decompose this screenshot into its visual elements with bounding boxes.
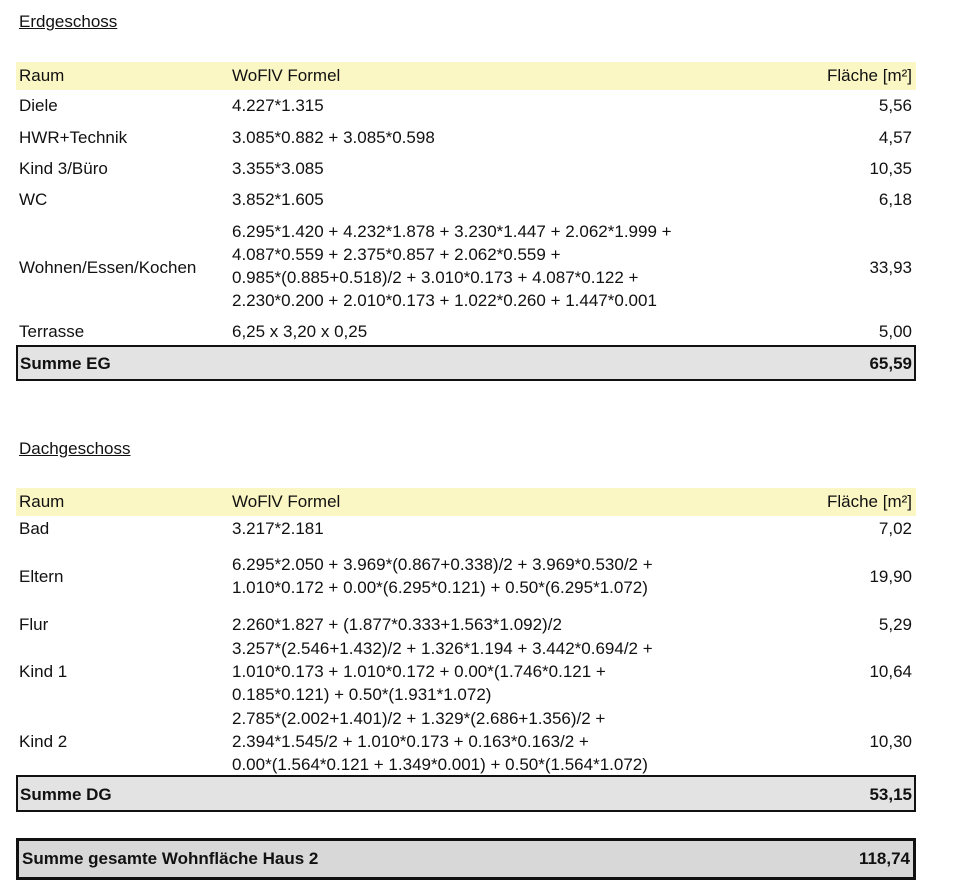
row-flaeche: 5,00 <box>878 322 912 341</box>
section-title-dg: Dachgeschoss <box>19 439 131 458</box>
row-formel <box>232 553 653 599</box>
row-flaeche: 19,90 <box>869 567 912 586</box>
sum-label: Summe DG <box>20 785 112 804</box>
table-header-eg <box>16 62 916 90</box>
row-formel <box>232 637 653 706</box>
row-formel: 2.260*1.827 + (1.877*0.333+1.563*1.092)/2 <box>232 615 562 634</box>
row-flaeche: 5,29 <box>878 615 912 634</box>
row-flaeche: 5,56 <box>878 96 912 115</box>
sum-label: Summe EG <box>20 354 111 373</box>
formel-line: 6.295*1.420 + 4.232*1.878 + 3.230*1.447 + 2.062*1.999 + <box>232 222 672 241</box>
formel-line: 0.985*(0.885+0.518)/2 + 3.010*0.173 + 4.087*0.122 + <box>232 268 639 287</box>
formel-line: 4.087*0.559 + 2.375*0.857 + 2.062*0.559 + <box>232 245 561 264</box>
formel-line: 1.010*0.173 + 1.010*0.172 + 0.00*(1.746*0.121 + <box>232 662 606 681</box>
formel-line: 3.257*(2.546+1.432)/2 + 1.326*1.194 + 3.442*0.694/2 + <box>232 639 653 658</box>
header-raum: Raum <box>19 492 65 511</box>
row-formel <box>232 220 672 312</box>
section-title-eg: Erdgeschoss <box>19 12 118 31</box>
row-flaeche: 10,35 <box>869 159 912 178</box>
total-label: Summe gesamte Wohnfläche Haus 2 <box>22 849 319 868</box>
header-flaeche: Fläche [m²] <box>826 66 912 85</box>
sum-value: 65,59 <box>869 354 912 373</box>
total-row <box>16 838 916 880</box>
header-formel: WoFlV Formel <box>232 66 341 85</box>
sum-row-dg <box>16 775 916 812</box>
row-formel: 6,25 x 3,20 x 0,25 <box>232 322 368 341</box>
row-raum: Kind 2 <box>19 732 68 751</box>
formel-line: 6.295*2.050 + 3.969*(0.867+0.338)/2 + 3.969*0.530/2 + <box>232 555 653 574</box>
row-raum: Kind 3/Büro <box>19 159 108 178</box>
row-raum: Terrasse <box>19 322 85 341</box>
formel-line: 2.785*(2.002+1.401)/2 + 1.329*(2.686+1.356)/2 + <box>232 709 606 728</box>
row-flaeche: 4,57 <box>878 128 912 147</box>
row-raum: Diele <box>19 96 58 115</box>
row-formel <box>232 707 648 776</box>
total-value: 118,74 <box>858 849 910 868</box>
row-raum: Kind 1 <box>19 662 68 681</box>
formel-line: 2.230*0.200 + 2.010*0.173 + 1.022*0.260 + 1.447*0.001 <box>232 291 657 310</box>
row-flaeche: 7,02 <box>878 519 912 538</box>
row-flaeche: 10,64 <box>869 662 912 681</box>
row-formel: 3.217*2.181 <box>232 519 324 538</box>
row-formel: 4.227*1.315 <box>232 96 324 115</box>
row-raum: WC <box>19 190 48 209</box>
row-flaeche: 33,93 <box>869 258 912 277</box>
row-raum: Bad <box>19 519 50 538</box>
row-raum: Eltern <box>19 567 64 586</box>
row-raum: HWR+Technik <box>19 128 128 147</box>
header-flaeche: Fläche [m²] <box>826 492 912 511</box>
formel-line: 2.394*1.545/2 + 1.010*0.173 + 0.163*0.163/2 + <box>232 732 589 751</box>
sum-value: 53,15 <box>869 785 912 804</box>
header-raum: Raum <box>19 66 65 85</box>
row-formel: 3.355*3.085 <box>232 159 324 178</box>
row-flaeche: 10,30 <box>869 732 912 751</box>
row-raum: Flur <box>19 615 49 634</box>
formel-line: 0.00*(1.564*0.121 + 1.349*0.001) + 0.50*(1.564*1.072) <box>232 755 648 774</box>
row-formel: 3.085*0.882 + 3.085*0.598 <box>232 128 435 147</box>
formel-line: 0.185*0.121) + 0.50*(1.931*1.072) <box>232 685 492 704</box>
row-raum: Wohnen/Essen/Kochen <box>19 258 197 277</box>
row-formel: 3.852*1.605 <box>232 190 324 209</box>
header-formel: WoFlV Formel <box>232 492 341 511</box>
formel-line: 1.010*0.172 + 0.00*(6.295*0.121) + 0.50*(6.295*1.072) <box>232 578 648 597</box>
row-flaeche: 6,18 <box>878 190 912 209</box>
table-header-dg <box>16 488 916 516</box>
sum-row-eg <box>16 345 916 381</box>
